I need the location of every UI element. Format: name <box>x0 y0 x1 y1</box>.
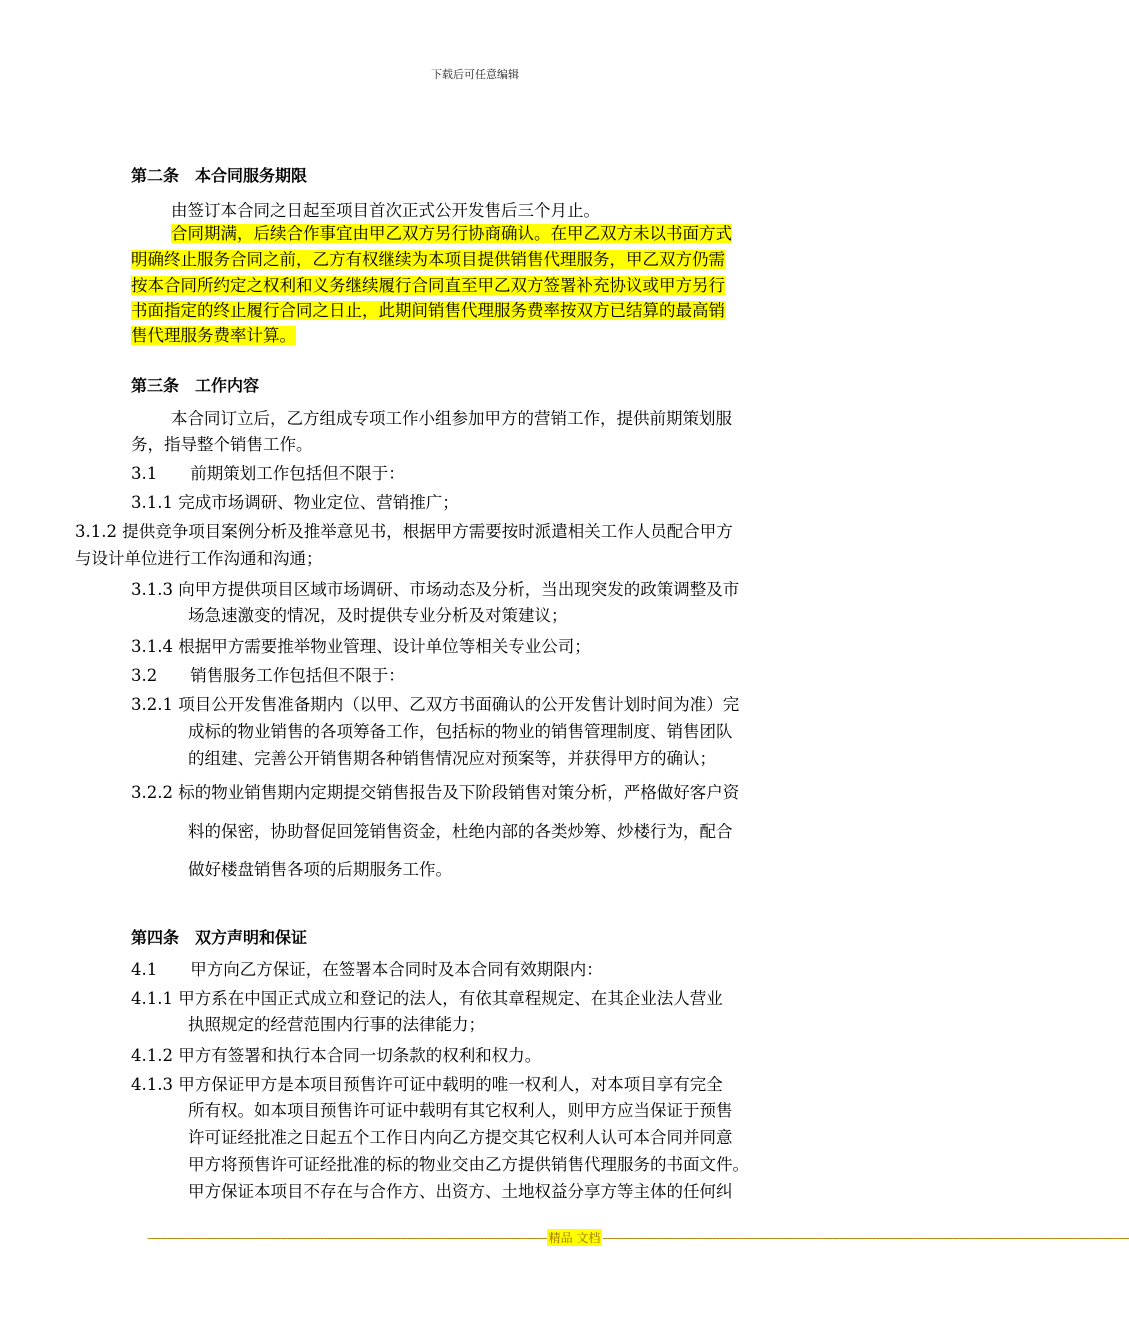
footer-dash-right: -------------------------------------------------------------------------------------------------------------------------------------------------------------- <box>602 1230 1129 1245</box>
section-2-para-1: 由签订本合同之日起至项目首次正式公开发售后三个月止。 <box>171 201 600 220</box>
item-4-1-3-line-4: 甲方将预售许可证经批准的标的物业交由乙方提供销售代理服务的书面文件。 <box>188 1155 749 1174</box>
item-4-1-1-line-1: 4.1.1 甲方系在中国正式成立和登记的法人，有依其章程规定、在其企业法人营业 <box>131 989 723 1008</box>
item-4-1-2: 4.1.2 甲方有签署和执行本合同一切条款的权利和权力。 <box>131 1046 542 1065</box>
item-3-2: 3.2 销售服务工作包括但不限于： <box>131 666 405 685</box>
page-header: 下载后可任意编辑 <box>431 68 519 81</box>
item-3-1-3-line-1: 3.1.3 向甲方提供项目区域市场调研、市场动态及分析，当出现突发的政策调整及市 <box>131 580 740 599</box>
item-3-2-1-line-2: 成标的物业销售的各项筹备工作，包括标的物业的销售管理制度、销售团队 <box>188 722 733 741</box>
page-footer <box>147 1229 1129 1246</box>
item-3-1-2-line-1: 3.1.2 提供竞争项目案例分析及推举意见书，根据甲方需要按时派遣相关工作人员配合甲方 <box>75 522 733 541</box>
item-3-2-2-line-2: 料的保密，协助督促回笼销售资金，杜绝内部的各类炒筹、炒楼行为，配合 <box>188 822 733 841</box>
item-3-1-2-line-2: 与设计单位进行工作沟通和沟通； <box>75 549 323 568</box>
item-3-2-2-line-3: 做好楼盘销售各项的后期服务工作。 <box>188 860 452 879</box>
section-2-para-2-line-3: 按本合同所约定之权利和义务继续履行合同直至甲乙双方签署补充协议或甲方另行 <box>131 276 725 295</box>
item-3-2-2-line-1: 3.2.2 标的物业销售期内定期提交销售报告及下阶段销售对策分析，严格做好客户资 <box>131 783 740 802</box>
item-4-1-3-line-2: 所有权。如本项目预售许可证中载明有其它权利人，则甲方应当保证于预售 <box>188 1101 733 1120</box>
footer-label: 精品 文档 <box>548 1231 601 1245</box>
section-3-intro-line-2: 务，指导整个销售工作。 <box>131 435 313 454</box>
section-2-para-2-line-1: 合同期满，后续合作事宜由甲乙双方另行协商确认。在甲乙双方未以书面方式 <box>171 224 732 243</box>
section-4-title: 第四条 双方声明和保证 <box>131 928 308 947</box>
section-2-para-2-line-2: 明确终止服务合同之前，乙方有权继续为本项目提供销售代理服务，甲乙双方仍需 <box>131 250 725 269</box>
item-4-1-1-line-2: 执照规定的经营范围内行事的法律能力； <box>188 1015 485 1034</box>
section-2-para-2-line-4: 书面指定的终止履行合同之日止，此期间销售代理服务费率按双方已结算的最高销 <box>131 301 725 320</box>
item-3-2-1-line-1: 3.2.1 项目公开发售准备期内（以甲、乙双方书面确认的公开发售计划时间为准）完 <box>131 695 740 714</box>
footer-dash-left: ------------------------------------------------------------------------------------------------------------------------ <box>147 1230 547 1245</box>
item-4-1: 4.1 甲方向乙方保证，在签署本合同时及本合同有效期限内： <box>131 960 603 979</box>
item-4-1-3-line-5: 甲方保证本项目不存在与合作方、出资方、土地权益分享方等主体的任何纠 <box>188 1182 733 1201</box>
item-4-1-3-line-1: 4.1.3 甲方保证甲方是本项目预售许可证中载明的唯一权利人，对本项目享有完全 <box>131 1075 723 1094</box>
item-3-1-3-line-2: 场急速激变的情况，及时提供专业分析及对策建议； <box>188 606 568 625</box>
item-3-1: 3.1 前期策划工作包括但不限于： <box>131 464 405 483</box>
item-3-1-1: 3.1.1 完成市场调研、物业定位、营销推广； <box>131 493 459 512</box>
item-4-1-3-line-3: 许可证经批准之日起五个工作日内向乙方提交其它权利人认可本合同并同意 <box>188 1128 733 1147</box>
item-3-2-1-line-3: 的组建、完善公开销售期各种销售情况应对预案等，并获得甲方的确认； <box>188 749 716 768</box>
item-3-1-4: 3.1.4 根据甲方需要推举物业管理、设计单位等相关专业公司； <box>131 637 591 656</box>
section-3-intro-line-1: 本合同订立后，乙方组成专项工作小组参加甲方的营销工作，提供前期策划服 <box>171 409 732 428</box>
section-3-title: 第三条 工作内容 <box>131 376 260 395</box>
section-2-title: 第二条 本合同服务期限 <box>131 166 308 185</box>
section-2-para-2-line-5: 售代理服务费率计算。 <box>131 326 296 345</box>
